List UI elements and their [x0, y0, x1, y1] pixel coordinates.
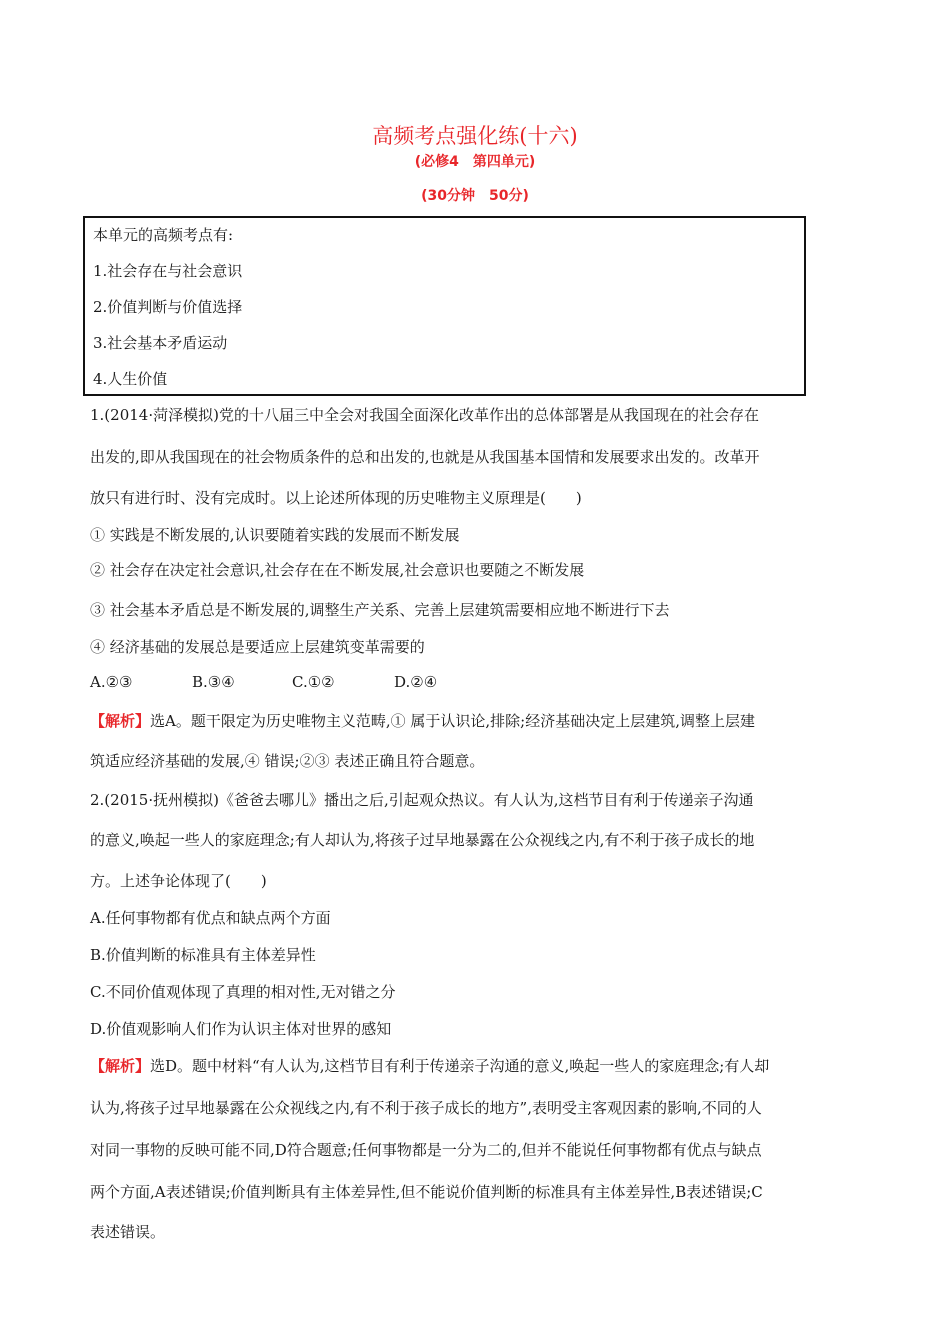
key-point-item: 2.价值判断与价值选择 — [93, 298, 243, 316]
q1-option-a: A.②③ — [90, 673, 133, 691]
q1-stem-line: 出发的,即从我国现在的社会物质条件的总和出发的,也就是从我国基本国情和发展要求出发的。改革开 — [90, 448, 760, 466]
q2-stem-line: 方。上述争论体现了( ) — [90, 872, 267, 890]
q2-analysis-line: 两个方面,A表述错误;价值判断具有主体差异性,但不能说价值判断的标准具有主体差异性,B表述错误;C — [90, 1183, 763, 1201]
q1-statement: ② 社会存在决定社会意识,社会存在在不断发展,社会意识也要随之不断发展 — [90, 561, 585, 579]
q1-stem-line: 放只有进行时、没有完成时。以上论述所体现的历史唯物主义原理是( ) — [90, 489, 582, 507]
q1-statement: ① 实践是不断发展的,认识要随着实践的发展而不断发展 — [90, 526, 460, 544]
q1-analysis-text: 选A。题干限定为历史唯物主义范畴,① 属于认识论,排除;经济基础决定上层建筑,调整上层建 — [150, 712, 755, 730]
q2-option-a: A.任何事物都有优点和缺点两个方面 — [90, 909, 331, 927]
q2-analysis-line: 表述错误。 — [90, 1223, 166, 1241]
q2-stem-line: 2.(2015·抚州模拟)《爸爸去哪儿》播出之后,引起观众热议。有人认为,这档节目有利于传递亲子沟通 — [90, 791, 754, 809]
key-point-item: 4.人生价值 — [93, 370, 168, 388]
analysis-tag: 【解析】 — [90, 1057, 151, 1075]
q2-option-c: C.不同价值观体现了真理的相对性,无对错之分 — [90, 983, 396, 1001]
q1-statement: ④ 经济基础的发展总是要适应上层建筑变革需要的 — [90, 638, 425, 656]
q1-stem-line: 1.(2014·菏泽模拟)党的十八届三中全会对我国全面深化改革作出的总体部署是从我国现在的社会存在 — [90, 406, 759, 424]
key-point-item: 3.社会基本矛盾运动 — [93, 334, 228, 352]
q1-options — [90, 673, 437, 691]
key-points-box — [83, 216, 806, 396]
q2-option-d: D.价值观影响人们作为认识主体对世界的感知 — [90, 1020, 392, 1038]
q1-option-c: C.①② — [292, 673, 335, 691]
q1-analysis-line: 筑适应经济基础的发展,④ 错误;②③ 表述正确且符合题意。 — [90, 752, 485, 770]
q2-stem-line: 的意义,唤起一些人的家庭理念;有人却认为,将孩子过早地暴露在公众视线之内,有不利于孩子成长的地 — [90, 831, 755, 849]
page-title: 高频考点强化练(十六) — [372, 124, 578, 148]
analysis-tag: 【解析】 — [90, 712, 151, 730]
q2-analysis-line: 对同一事物的反映可能不同,D符合题意;任何事物都是一分为二的,但并不能说任何事物都有优点与缺点 — [90, 1141, 762, 1159]
q1-option-d: D.②④ — [394, 673, 438, 691]
q1-option-b: B.③④ — [192, 673, 235, 691]
time-score: (30分钟 50分) — [421, 188, 529, 204]
q2-analysis-line — [90, 1055, 769, 1076]
q2-option-b: B.价值判断的标准具有主体差异性 — [90, 946, 316, 964]
q1-analysis-line — [90, 710, 755, 731]
page-subtitle: (必修4 第四单元) — [414, 154, 536, 170]
key-point-item: 1.社会存在与社会意识 — [93, 262, 243, 280]
q1-statement: ③ 社会基本矛盾总是不断发展的,调整生产关系、完善上层建筑需要相应地不断进行下去 — [90, 601, 670, 619]
q2-analysis-text: 选D。题中材料“有人认为,这档节目有利于传递亲子沟通的意义,唤起一些人的家庭理念;有人却 — [150, 1057, 770, 1075]
q2-analysis-line: 认为,将孩子过早地暴露在公众视线之内,有不利于孩子成长的地方”,表明受主客观因素的影响,不同的人 — [90, 1099, 762, 1117]
key-points-intro: 本单元的高频考点有: — [93, 226, 234, 244]
